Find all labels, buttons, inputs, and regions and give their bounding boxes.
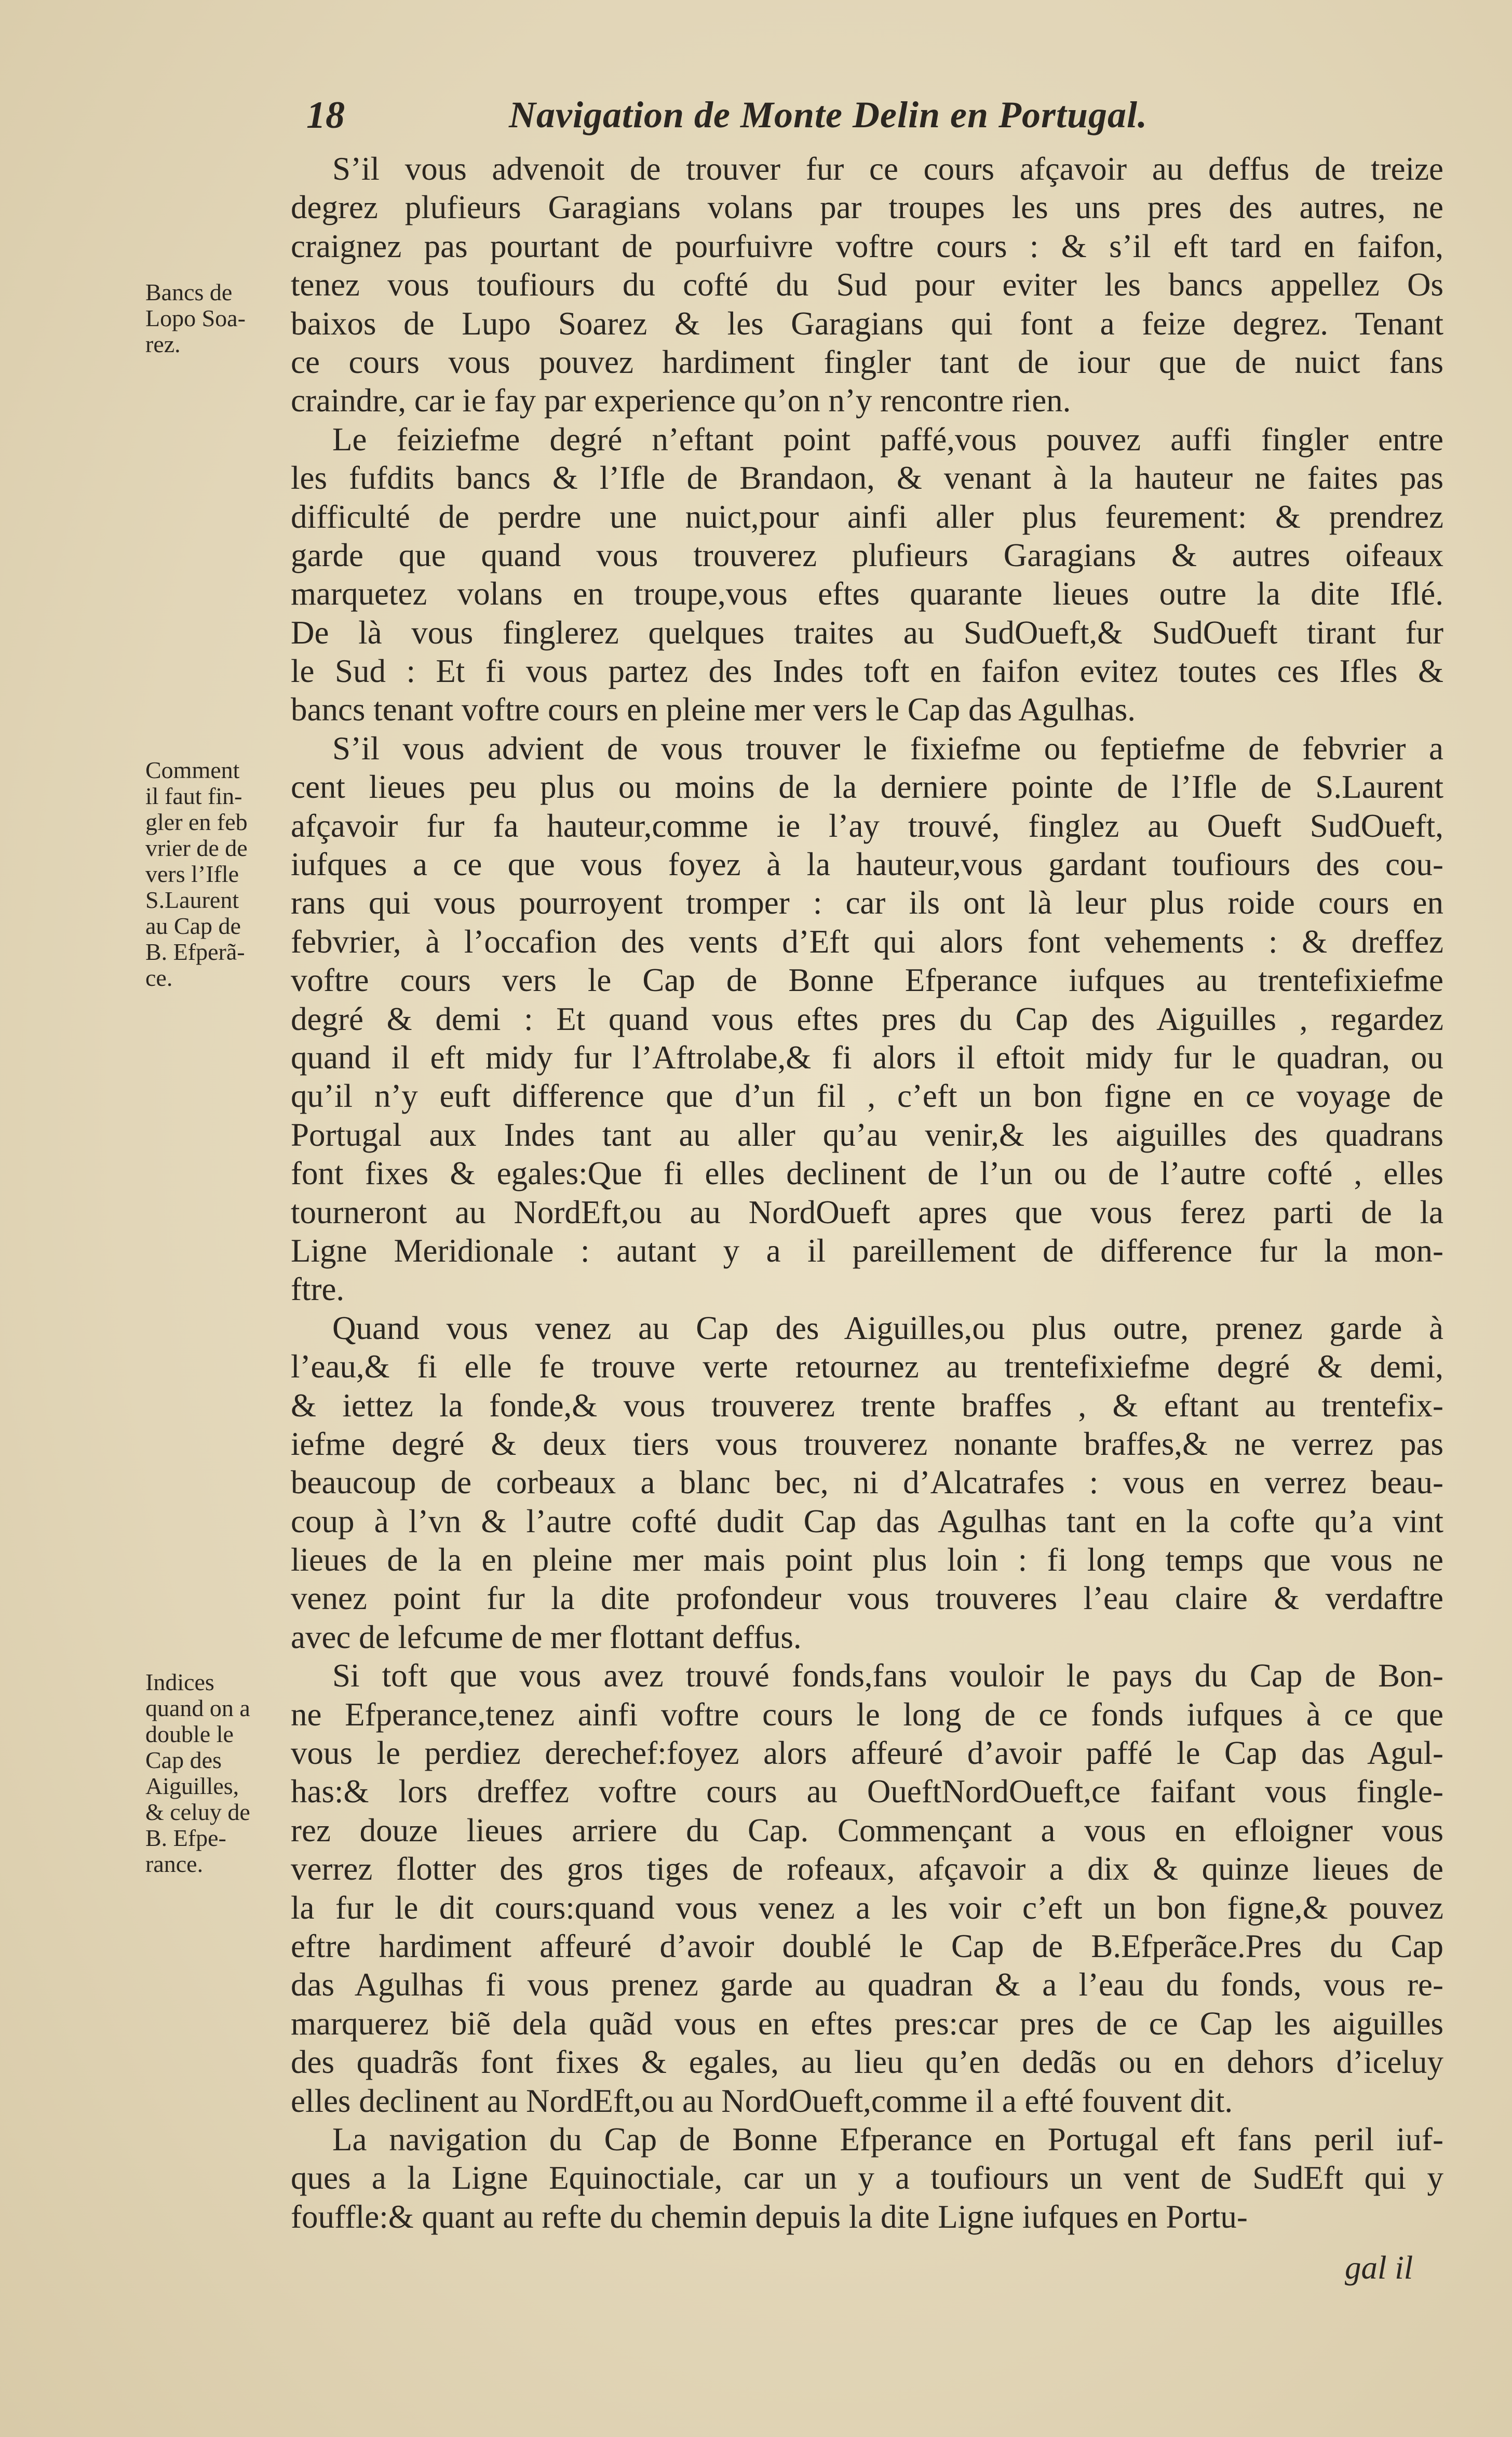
text-line: ftre. (291, 1271, 345, 1308)
main-text (291, 150, 1443, 2236)
page-header (306, 93, 1443, 145)
margin-note-line: gler en feb (145, 809, 248, 835)
text-line: difficulté de perdre une nuict,pour ainfi aller plus feurement: & prendrez (291, 498, 1443, 535)
text-line: le Sud : Et fi vous partez des Indes toft en faifon evitez toutes ces Ifles & (291, 653, 1443, 690)
text-line: tourneront au NordEft,ou au NordOueft apres que vous ferez parti de la (291, 1194, 1443, 1230)
margin-note-line: & celuy de (145, 1799, 250, 1825)
text-line: Ligne Meridionale : autant y a il pareillement de difference fur la mon- (291, 1232, 1443, 1269)
running-title: Navigation de Monte Delin en Portugal. (509, 94, 1148, 136)
margin-note-line: Comment (145, 757, 240, 783)
text-line: rez douze lieues arriere du Cap. Commençant a vous en efloigner vous (291, 1812, 1443, 1849)
margin-note-line: Bancs de (145, 279, 233, 305)
text-line: des quadrãs font fixes & egales, au lieu qu’en dedãs ou en dehors d’iceluy (291, 2044, 1443, 2081)
margin-note-line: ce. (145, 965, 173, 991)
text-line: eftre hardiment affeuré d’avoir doublé le Cap de B.Efperãce.Pres du Cap (291, 1927, 1443, 1964)
margin-note-comment (145, 757, 291, 991)
text-line: qu’il n’y euft difference que d’un fil , c’eft un bon figne en ce voyage de (291, 1078, 1443, 1115)
text-line: font fixes & egales:Que fi elles declinent de l’un ou de l’autre cofté , elles (291, 1155, 1443, 1192)
text-line: has:& lors dreffez voftre cours au OueftNordOueft,ce faifant vous fingle- (291, 1773, 1443, 1810)
margin-note-line: Cap des (145, 1747, 222, 1773)
text-line: ce cours vous pouvez hardiment fingler tant de iour que de nuict fans (291, 343, 1443, 380)
text-line: degré & demi : Et quand vous eftes pres du Cap des Aiguilles , regardez (291, 1000, 1443, 1037)
margin-note-indices (145, 1669, 291, 1877)
margin-note-line: Lopo Soa- (145, 305, 246, 331)
margin-note-line: Indices (145, 1669, 214, 1695)
margin-note-line: rez. (145, 331, 181, 357)
text-line: baixos de Lupo Soarez & les Garagians qui font a feize degrez. Tenant (291, 305, 1443, 342)
text-line: craignez pas pourtant de pourfuivre voftre cours : & s’il eft tard en faifon, (291, 227, 1443, 264)
margin-note-line: S.Laurent (145, 887, 239, 913)
text-line: & iettez la fonde,& vous trouverez trente braffes , & eftant au trentefix- (291, 1387, 1443, 1424)
text-line: l’eau,& fi elle fe trouve verte retournez au trentefixiefme degré & demi, (291, 1348, 1443, 1385)
text-line: iefme degré & deux tiers vous trouverez nonante braffes,& ne verrez pas (291, 1425, 1443, 1462)
text-line: tenez vous toufiours du cofté du Sud pour eviter les bancs appellez Os (291, 266, 1443, 303)
margin-note-line: au Cap de (145, 913, 241, 939)
text-line: ques a la Ligne Equinoctiale, car un y a toufiours un vent de SudEft qui y (291, 2160, 1443, 2197)
text-line: elles declinent au NordEft,ou au NordOueft,comme il a efté fouvent dit. (291, 2082, 1233, 2119)
text-line: fouffle:& quant au refte du chemin depuis la dite Ligne iufques en Portu- (291, 2198, 1248, 2235)
text-line: la fur le dit cours:quand vous venez a les voir c’eft un bon figne,& pouvez (291, 1889, 1443, 1926)
text-line: Si toft que vous avez trouvé fonds,fans vouloir le pays du Cap de Bon- (332, 1657, 1443, 1694)
catchword: gal il (1345, 2249, 1413, 2286)
text-line: venez point fur la dite profondeur vous trouveres l’eau claire & verdaftre (291, 1580, 1443, 1617)
text-line: rans qui vous pourroyent tromper : car ils ont là leur plus roide cours en (291, 885, 1443, 921)
text-line: La navigation du Cap de Bonne Efperance en Portugal eft fans peril iuf- (332, 2121, 1443, 2158)
text-line: verrez flotter des gros tiges de rofeaux, afçavoir a dix & quinze lieues de (291, 1851, 1443, 1887)
text-line: De là vous finglerez quelques traites au SudOueft,& SudOueft tirant fur (291, 614, 1443, 651)
text-line: garde que quand vous trouverez plufieurs Garagians & autres oifeaux (291, 537, 1443, 573)
margin-note-line: quand on a (145, 1695, 250, 1721)
text-line: avec de lefcume de mer flottant deffus. (291, 1618, 802, 1655)
text-line: craindre, car ie fay par experience qu’on n’y rencontre rien. (291, 382, 1071, 419)
margin-note-line: vrier de de (145, 835, 248, 861)
text-line: beaucoup de corbeaux a blanc bec, ni d’Alcatrafes : vous en verrez beau- (291, 1464, 1443, 1501)
text-line: les fufdits bancs & l’Ifle de Brandaon, & venant à la hauteur ne faites pas (291, 460, 1443, 497)
text-line: vous le perdiez derechef:foyez alors affeuré d’avoir paffé le Cap das Agul- (291, 1735, 1443, 1772)
text-line: febvrier, à l’occafion des vents d’Eft qui alors font vehements : & dreffez (291, 923, 1443, 960)
text-line: ne Efperance,tenez ainfi voftre cours le long de ce fonds iufques à ce que (291, 1696, 1443, 1733)
text-line: S’il vous advenoit de trouver fur ce cours afçavoir au deffus de treize (332, 151, 1443, 187)
text-line: voftre cours vers le Cap de Bonne Efperance iufques au trentefixiefme (291, 962, 1443, 999)
text-line: S’il vous advient de vous trouver le fixiefme ou feptiefme de febvrier a (332, 730, 1443, 767)
margin-note-line: vers l’Ifle (145, 861, 239, 887)
margin-note-line: B. Efpe- (145, 1825, 226, 1851)
page-number: 18 (306, 94, 345, 137)
text-line: marquerez biẽ dela quãd vous en eftes pres:car pres de ce Cap les aiguilles (291, 2005, 1443, 2042)
margin-note-line: il faut fin- (145, 783, 242, 809)
text-line: Portugal aux Indes tant au aller qu’au venir,& les aiguilles des quadrans (291, 1116, 1443, 1153)
text-line: quand il eft midy fur l’Aftrolabe,& fi alors il eftoit midy fur le quadran, ou (291, 1039, 1443, 1076)
text-line: Quand vous venez au Cap des Aiguilles,ou plus outre, prenez garde à (332, 1309, 1443, 1346)
text-line: iufques a ce que vous foyez à la hauteur,vous gardant toufiours des cou- (291, 846, 1443, 883)
text-line: afçavoir fur fa hauteur,comme ie l’ay trouvé, finglez au Oueft SudOueft, (291, 807, 1443, 844)
text-line: coup à l’vn & l’autre cofté dudit Cap das Agulhas tant en la cofte qu’a vint (291, 1503, 1443, 1539)
margin-note-line: rance. (145, 1851, 204, 1877)
text-line: Le feiziefme degré n’eftant point paffé,vous pouvez auffi fingler entre (332, 421, 1443, 458)
text-line: lieues de la en pleine mer mais point plus loin : fi long temps que vous ne (291, 1542, 1443, 1578)
margin-note-line: double le (145, 1721, 234, 1747)
margin-note-bancs (145, 279, 291, 357)
margin-note-line: Aiguilles, (145, 1773, 239, 1799)
margin-note-line: B. Efperã- (145, 939, 245, 965)
text-line: cent lieues peu plus ou moins de la derniere pointe de l’Ifle de S.Laurent (291, 769, 1443, 806)
text-line: das Agulhas fi vous prenez garde au quadran & a l’eau du fonds, vous re- (291, 1966, 1443, 2003)
text-line: degrez plufieurs Garagians volans par troupes les uns pres des autres, ne (291, 189, 1443, 226)
text-line: bancs tenant voftre cours en pleine mer vers le Cap das Agulhas. (291, 691, 1136, 728)
text-line: marquetez volans en troupe,vous eftes quarante lieues outre la dite Iflé. (291, 575, 1443, 612)
